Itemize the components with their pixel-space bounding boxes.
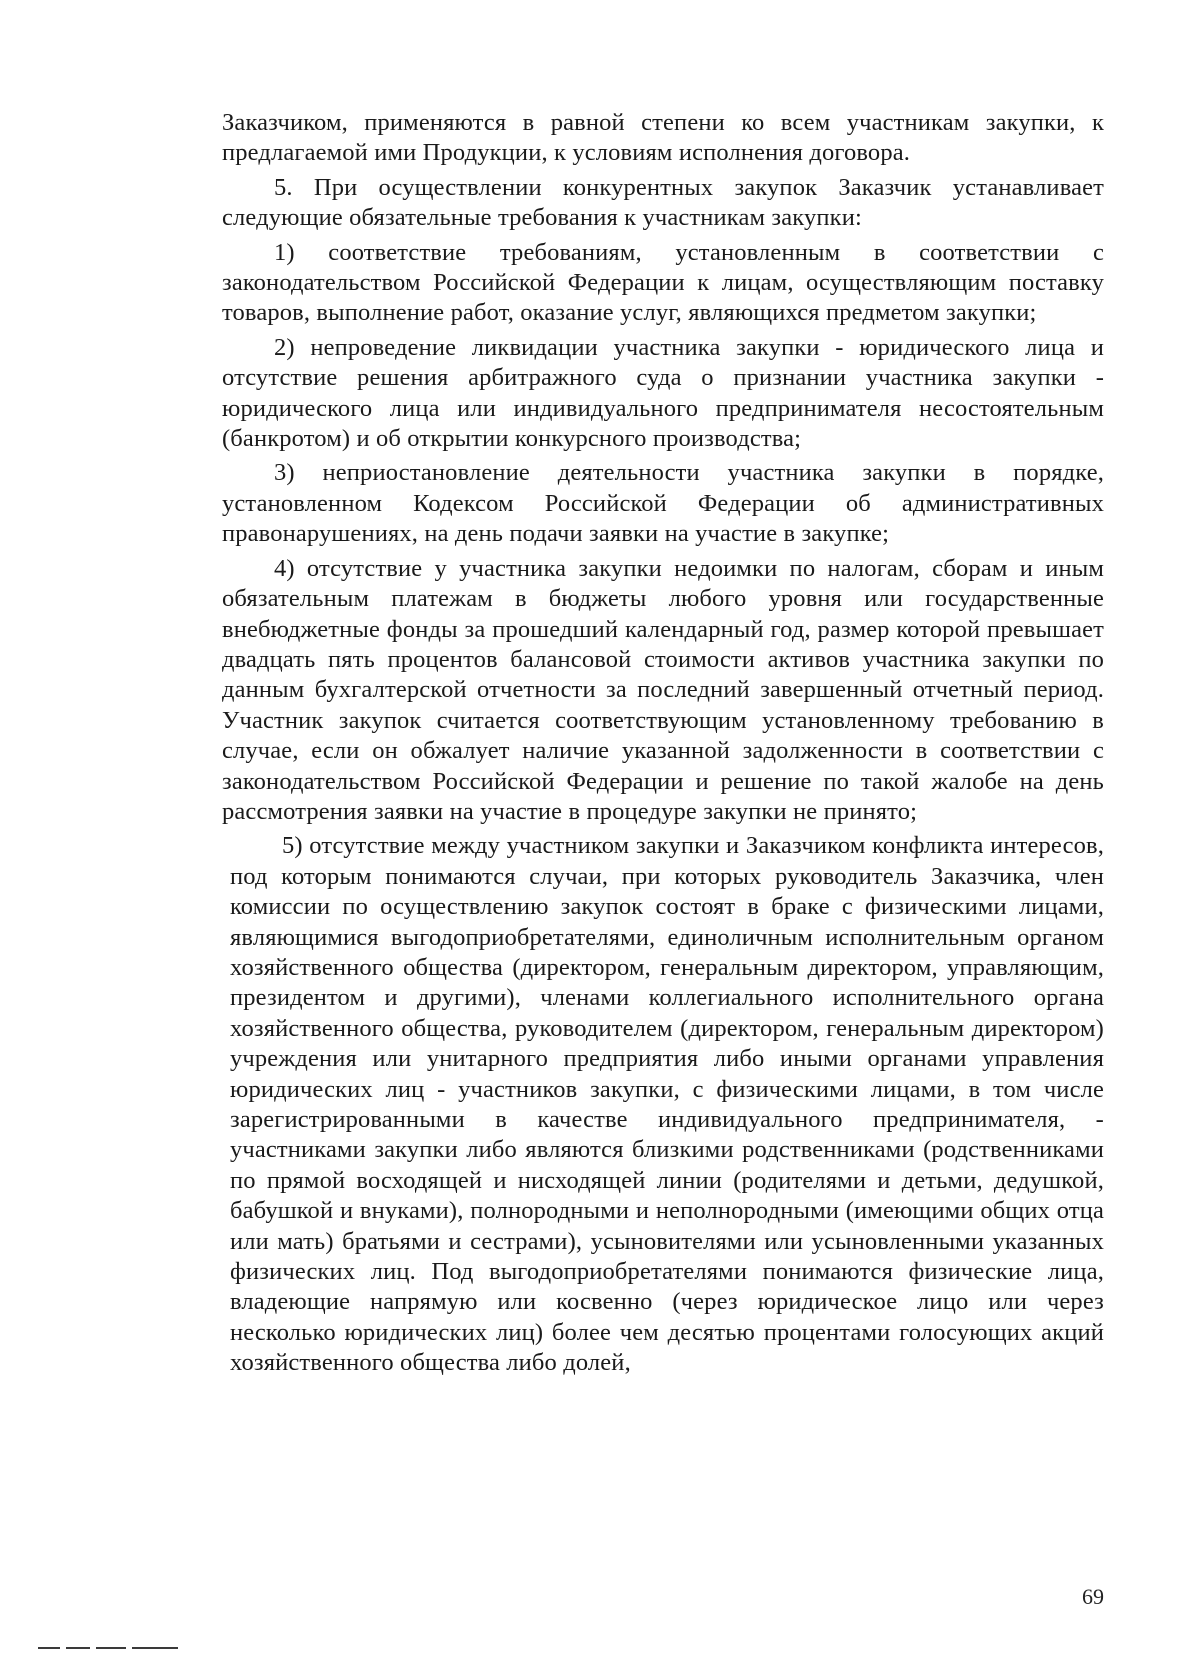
paragraph-item-5: 5. При осуществлении конкурентных закупок Заказчик устанавливает следующие обязательные требования к участникам закупки: xyxy=(222,173,1104,232)
document-body xyxy=(222,108,1104,1379)
paragraph-subitem-5: 5) отсутствие между участником закупки и Заказчиком конфликта интересов, под которым понимаются случаи, при которых руководитель Заказчика, член комиссии по осуществлению закупок состоят в браке с физическими лицами, являющимися выгодоприобретателями, единоличным исполнительным органом хозяйственного общества (директором, генеральным директором, управляющим, президентом и другими), членами коллегиального исполнительного органа хозяйственного общества, руководителем (директором, генеральным директором) учреждения или унитарного предприятия либо иными органами управления юридических лиц - участников закупки, с физическими лицами, в том числе зарегистрированными в качестве индивидуального предпринимателя, - участниками закупки либо являются близкими родственниками (родственниками по прямой восходящей и нисходящей линии (родителями и детьми, дедушкой, бабушкой и внуками), полнородными и неполнородными (имеющими общих отца или мать) братьями и сестрами), усыновителями или усыновленными указанных физических лиц. Под выгодоприобретателями понимаются физические лица, владеющие напрямую или косвенно (через юридическое лицо или через несколько юридических лиц) более чем десятью процентами голосующих акций хозяйственного общества либо долей, xyxy=(230,832,1104,1377)
paragraph-subitem-4: 4) отсутствие у участника закупки недоимки по налогам, сборам и иным обязательным платежам в бюджеты любого уровня или государственные внебюджетные фонды за прошедший календарный год, размер которой превышает двадцать пять процентов балансовой стоимости активов участника закупки по данным бухгалтерской отчетности за последний завершенный отчетный период. Участник закупок считается соответствующим установленному требованию в случае, если он обжалует наличие указанной задолженности в соответствии с законодательством Российской Федерации и решение по такой жалобе на день рассмотрения заявки на участие в процедуре закупки не принято; xyxy=(222,554,1104,825)
paragraph-subitem-3: 3) неприостановление деятельности участника закупки в порядке, установленном Кодексом Российской Федерации об административных правонарушениях, на день подачи заявки на участие в закупке; xyxy=(222,459,1104,548)
paragraph-subitem-2: 2) непроведение ликвидации участника закупки - юридического лица и отсутствие решения арбитражного суда о признании участника закупки - юридического лица или индивидуального предпринимателя несостоятельным (банкротом) и об открытии конкурсного производства; xyxy=(222,333,1104,453)
scan-edge-mark xyxy=(38,1647,178,1651)
paragraph-continuation: Заказчиком, применяются в равной степени ко всем участникам закупки, к предлагаемой ими Продукции, к условиям исполнения договора. xyxy=(222,109,1104,167)
page-number: 69 xyxy=(1082,1584,1104,1609)
paragraph-subitem-1: 1) соответствие требованиям, установленным в соответствии с законодательством Российской Федерации к лицам, осуществляющим поставку товаров, выполнение работ, оказание услуг, являющихся предметом закупки; xyxy=(222,238,1104,327)
